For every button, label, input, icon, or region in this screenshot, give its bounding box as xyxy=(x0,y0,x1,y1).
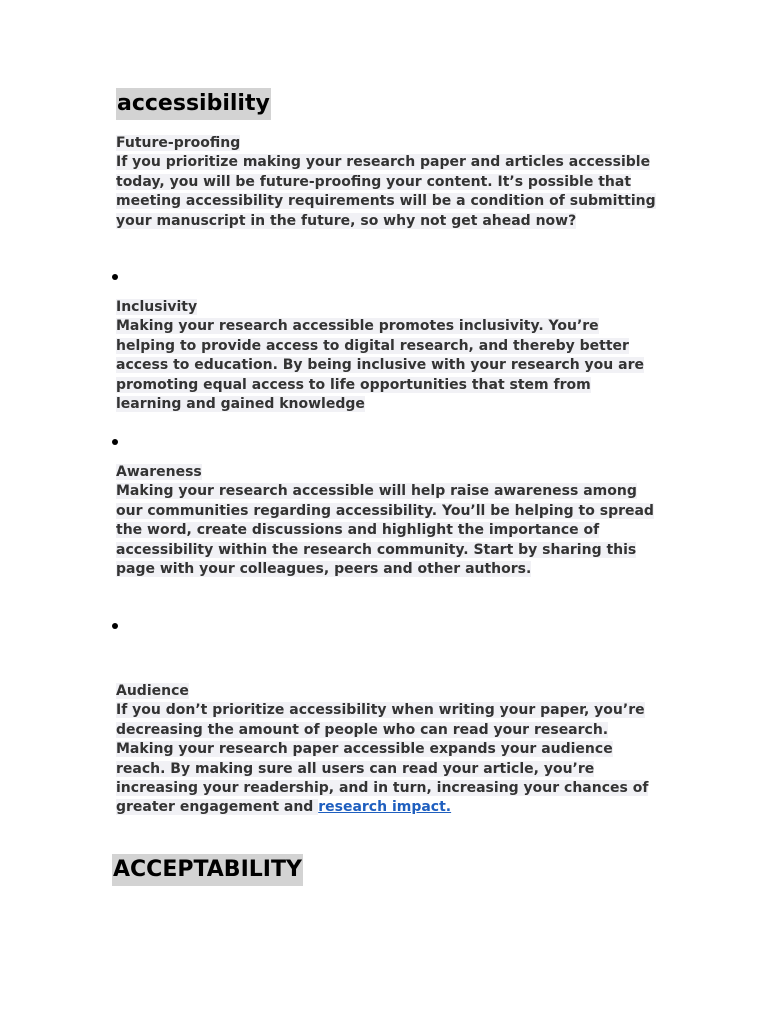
bullet-icon xyxy=(112,274,118,280)
section-title: Inclusivity xyxy=(116,299,198,315)
section-inclusivity xyxy=(116,298,656,414)
bullet-icon xyxy=(112,623,118,629)
section-future-proofing xyxy=(116,134,656,231)
section-body: Making your research accessible will help raise awareness among our communities regarding accessibility. You’ll be helping to spread the word, create discussions and highlight the importance of accessibility within the research community. Start by sharing this page with your colleagues, peers and other authors. xyxy=(116,483,654,578)
section-body: Making your research accessible promotes inclusivity. You’re helping to provide access to digital research, and thereby better access to education. By being inclusive with your research you are promoting equal access to life opportunities that stem from learning and gained knowledge xyxy=(116,318,644,413)
research-impact-link[interactable]: research impact. xyxy=(318,799,452,816)
section-body: If you prioritize making your research paper and articles accessible today, you will be future-proofing your content. It’s possible that meeting accessibility requirements will be a condition of submitting your manuscript in the future, so why not get ahead now? xyxy=(116,154,656,229)
section-audience xyxy=(116,682,656,818)
section-awareness xyxy=(116,463,656,579)
section-title: Awareness xyxy=(116,464,202,480)
section-body: If you don’t prioritize accessibility when writing your paper, you’re decreasing the amount of people who can read your research. Making your research paper accessible expands your audience reach. By making sure all users can read your article, you’re increasing your readership, and in turn, increasing your chances of greater engagement and xyxy=(116,702,649,816)
heading-acceptability: ACCEPTABILITY xyxy=(112,854,303,886)
bullet-icon xyxy=(112,439,118,445)
section-title: Future-proofing xyxy=(116,135,241,151)
section-title: Audience xyxy=(116,683,189,699)
heading-accessibility: accessibility xyxy=(116,88,271,120)
